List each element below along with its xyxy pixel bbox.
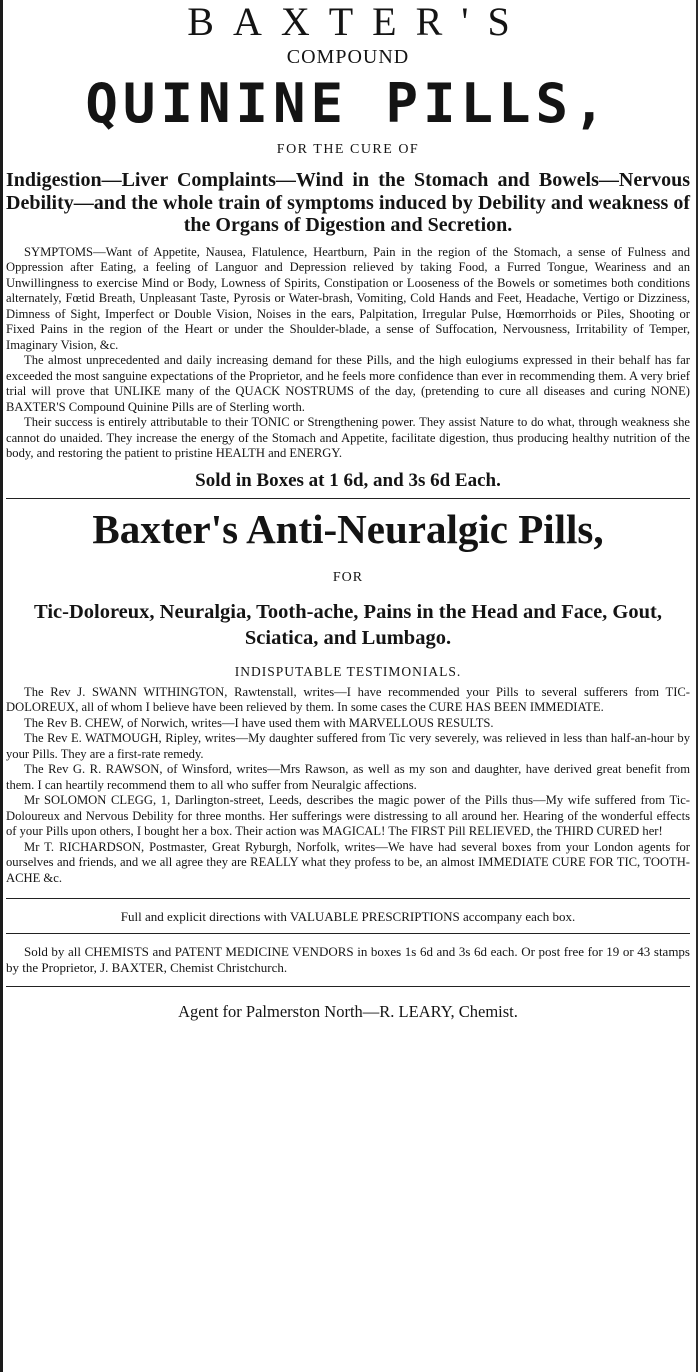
testimonial: The Rev E. WATMOUGH, Ripley, writes—My daughter suffered from Tic very severely, was relieved in less than half-an-hour by your Pills. They are a first-rate remedy. [6, 731, 690, 761]
for-label: FOR [332, 569, 364, 585]
divider [6, 898, 690, 899]
testimonials-heading: INDISPUTABLE TESTIMONIALS. [234, 663, 462, 679]
agent-line: Agent for Palmerston North—R. LEARY, Chemist. [178, 1002, 518, 1021]
divider [6, 986, 690, 987]
testimonial: Mr T. RICHARDSON, Postmaster, Great Ryburgh, Norfolk, writes—We have had several boxes from your London agents for ourselves and friends, and we all agree they are REALLY what they profess to be, an almost IMMEDIATE CURE FOR TIC, TOOTH-ACHE &c. [6, 839, 690, 885]
testimonial: The Rev G. R. RAWSON, of Winsford, writes—Mrs Rawson, as well as my son and daughter, have derived great benefit from them. I can heartily recommend them to all who suffer from Neuralgic affections. [6, 762, 690, 792]
product-title: QUININE PILLS, [85, 72, 611, 135]
divider [6, 933, 690, 934]
lead-text: Indigestion—Liver Complaints—Wind in the Stomach and Bowels—Nervous Debility—and the whole train of symptoms induced by Debility and weakness of the Organs of Digestion and Secretion. [6, 169, 690, 236]
advertisement [6, 0, 690, 1023]
compound-subheading: COMPOUND [286, 46, 410, 68]
testimonial: The Rev B. CHEW, of Norwich, writes—I have used them with MARVELLOUS RESULTS. [24, 715, 494, 730]
sold-by-block [6, 944, 690, 976]
sold-by-text: Sold by all CHEMISTS and PATENT MEDICINE VENDORS in boxes 1s 6d and 3s 6d each. Or post free for 19 or 43 stamps by the Proprietor, J. BAXTER, Chemist Christchurch. [6, 944, 690, 975]
quinine-body [6, 245, 690, 462]
demand-paragraph: The almost unprecedented and daily increasing demand for these Pills, and the high eulogiums expressed in their behalf has far exceeded the most sanguine expectations of the Proprietor, and he feels more confidence than ever in recommending them. A very brief trial will prove that UNLIKE many of the QUACK NOSTRUMS of the day, (pretending to cure all diseases and curing NONE) BAXTER'S Compound Quinine Pills are of Sterling worth. [6, 353, 690, 414]
conditions-list: Tic-Doloreux, Neuralgia, Tooth-ache, Pains in the Head and Face, Gout, Sciatica, and Lumbago. [34, 600, 662, 649]
sold-in-boxes: Sold in Boxes at 1 6d, and 3s 6d Each. [195, 469, 501, 491]
success-paragraph: Their success is entirely attributable to their TONIC or Strengthening power. They assist Nature to do what, through weakness she cannot do unaided. They increase the energy of the Stomach and Appetite, facilitate digestion, thus producing healthy nutrition of the body, and restoring the patient to pristine HEALTH and ENERGY. [6, 415, 690, 460]
left-column-rule [0, 0, 3, 1372]
testimonial: The Rev J. SWANN WITHINGTON, Rawtenstall, writes—I have recommended your Pills to several sufferers from TIC-DOLOREUX, all of whom I believe have been relieved by them. In some cases the CURE HAS BEEN IMMEDIATE. [6, 684, 690, 714]
lead-paragraph [6, 169, 690, 237]
right-column-rule [696, 0, 698, 1372]
section-divider [6, 498, 690, 499]
testimonials [6, 685, 690, 887]
brand-heading: BAXTER'S [187, 0, 529, 44]
for-the-cure-of: FOR THE CURE OF [276, 142, 420, 157]
anti-neuralgic-title: Baxter's Anti-Neuralgic Pills, [92, 505, 604, 552]
directions-note: Full and explicit directions with VALUABLE PRESCRIPTIONS accompany each box. [120, 909, 576, 924]
testimonial: Mr SOLOMON CLEGG, 1, Darlington-street, Leeds, describes the magic power of the Pills thus—My wife suffered from Tic-Doloureux and Nervous Debility for three months. Her sufferings were distressing to all around her. Hearing of the wonderful effects of your Pills upon others, I bought her a box. Their action was MAGICAL! The FIRST Pill RELIEVED, the THIRD CURED her! [6, 793, 690, 838]
symptoms-paragraph: SYMPTOMS—Want of Appetite, Nausea, Flatulence, Heartburn, Pain in the region of the Stomach, a sense of Fulness and Oppression after Eating, a feeling of Languor and Depression relieved by taking Food, a Furred Tongue, Weariness and an Unwillingness to exercise Mind or Body, Lowness of Spirits, Constipation or Looseness of the Bowels or sometimes both conditions alternately, Fœtid Breath, Unpleasant Taste, Pyrosis or Water-brash, Vomiting, Cold Hands and Feet, Headache, Vertigo or Dizziness, Dimness of Sight, Imperfect or Double Vision, Noises in the ears, Palpitation, Irregular Pulse, Hœmorrhoids or Piles, Shooting or Fixed Pains in the region of the Heart or under the Shoulder-blade, a sense of Suffocation, Nervousness, Irritability of Temper, Imaginary Vision, &c. [6, 244, 690, 352]
